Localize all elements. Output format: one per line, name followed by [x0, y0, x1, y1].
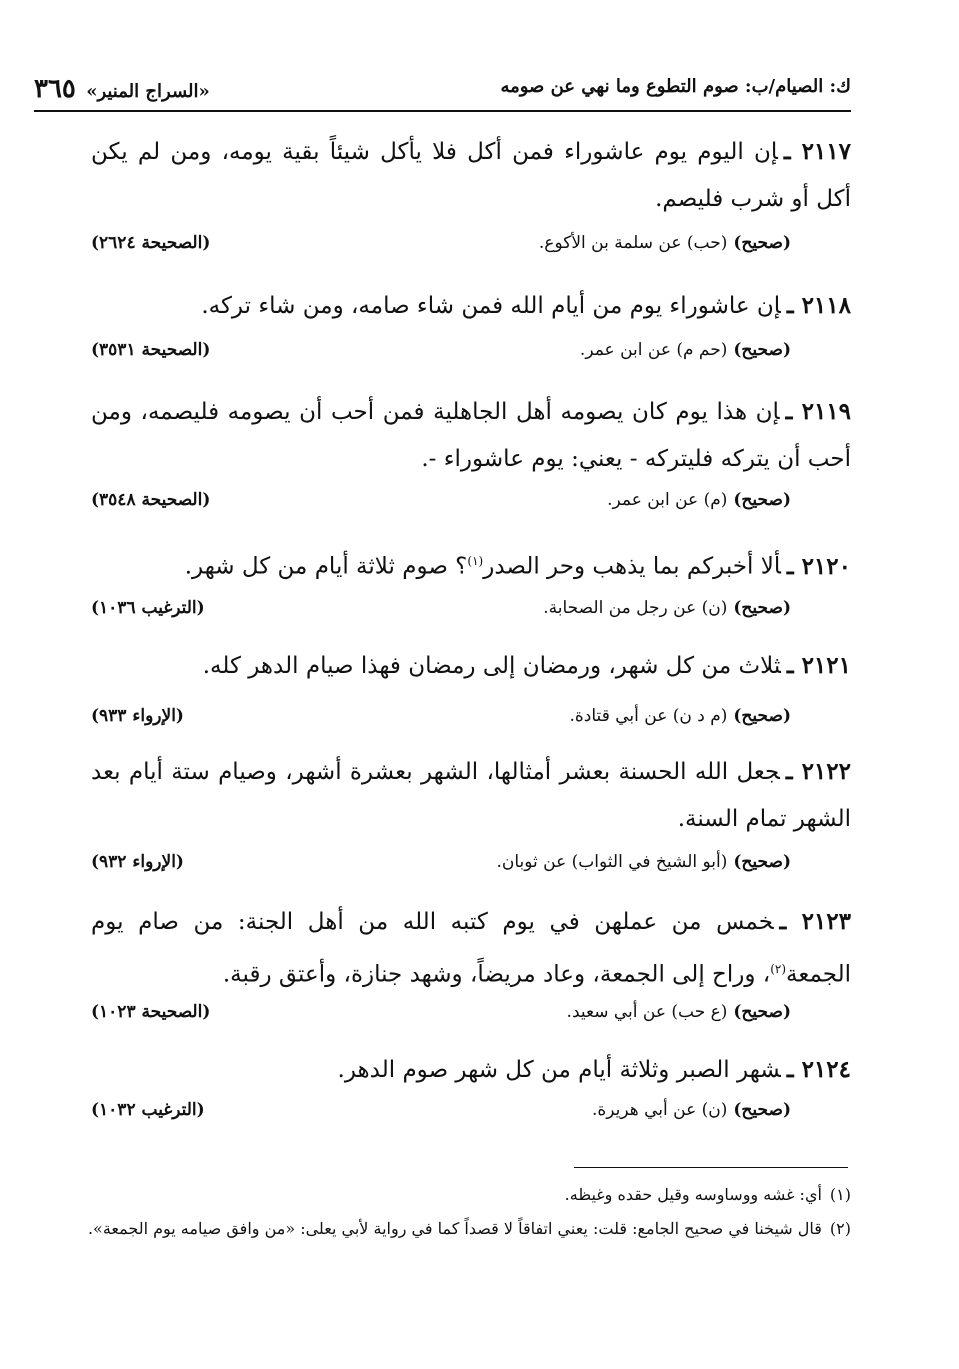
hadith-text — [91, 128, 851, 223]
hadith-text — [91, 642, 851, 690]
hadith-grade: (صحيح) — [733, 490, 791, 510]
hadith-source-text: (ن) عن أبي هريرة. — [591, 1100, 728, 1120]
hadith-entry — [91, 748, 851, 843]
hadith-source-text: (أبو الشيخ في الثواب) عن ثوبان. — [496, 852, 728, 872]
hadith-body: جعل الله الحسنة بعشر أمثالها، الشهر بعشرة أشهر، وصيام ستة أيام بعد الشهر تمام السنة. — [91, 759, 851, 832]
hadith-source — [580, 340, 791, 360]
header-rule — [34, 110, 851, 112]
hadith-grade: (صحيح) — [733, 852, 791, 872]
footnote — [81, 1214, 851, 1244]
hadith-entry — [91, 538, 851, 591]
hadith-source-text: (حم م) عن ابن عمر. — [579, 340, 728, 360]
hadith-number: ٢١١٩ ـ — [785, 398, 852, 425]
hadith-number: ٢١٢١ ـ — [786, 652, 851, 679]
hadith-number: ٢١٢٤ ـ — [786, 1056, 851, 1083]
hadith-body: شهر الصبر وثلاثة أيام من كل شهر صوم الدهر. — [337, 1057, 781, 1083]
hadith-text — [91, 1046, 851, 1094]
hadith-text — [91, 898, 851, 999]
chapter-title: ك: الصيام/ب: صوم التطوع وما نهي عن صومه — [500, 76, 851, 97]
hadith-reference: (الصحيحة ٢٦٢٤) — [91, 233, 211, 253]
hadith-source — [496, 852, 791, 872]
hadith-entry — [91, 642, 851, 690]
hadith-entry — [91, 128, 851, 223]
hadith-body-continued: ، وراح إلى الجمعة، وعاد مريضاً، وشهد جنازة، وأعتق رقبة. — [222, 961, 771, 988]
hadith-grade: (صحيح) — [733, 598, 791, 618]
footnote — [81, 1180, 851, 1210]
hadith-body: ألا أخبركم بما يذهب وحر الصدر — [483, 553, 781, 580]
hadith-source — [567, 1002, 791, 1022]
hadith-entry — [91, 898, 851, 999]
footnote-marker[interactable]: (٢) — [770, 962, 787, 976]
hadith-body: ثلاث من كل شهر، ورمضان إلى رمضان فهذا صيام الدهر كله. — [202, 653, 781, 679]
hadith-source-text: (ع حب) عن أبي سعيد. — [566, 1002, 728, 1022]
hadith-body: إن اليوم يوم عاشوراء فمن أكل فلا يأكل شيئاً بقية يومه، ومن لم يكن أكل أو شرب فليصم. — [91, 139, 851, 212]
hadith-source-text: (ن) عن رجل من الصحابة. — [543, 598, 728, 618]
hadith-body: إن عاشوراء يوم من أيام الله فمن شاء صامه، ومن شاء تركه. — [201, 293, 781, 319]
hadith-reference: (الإرواء ٩٣٢) — [91, 852, 184, 872]
footnote-marker[interactable]: (١) — [467, 554, 484, 568]
hadith-grade: (صحيح) — [733, 1002, 791, 1022]
hadith-source — [539, 233, 791, 253]
hadith-text — [91, 538, 851, 591]
hadith-text — [91, 282, 851, 330]
hadith-body: خمس من عملهن في يوم كتبه الله من أهل الجنة: من صام يوم الجمعة — [91, 909, 851, 988]
hadith-reference: (الصحيحة ٣٥٤٨) — [91, 490, 211, 510]
hadith-grade: (صحيح) — [733, 706, 791, 726]
hadith-source — [570, 706, 792, 726]
running-header — [34, 68, 851, 112]
hadith-text — [91, 388, 851, 483]
hadith-source-text: (م) عن ابن عمر. — [607, 490, 728, 510]
footnote-text: قال شيخنا في صحيح الجامع: قلت: يعني اتفاقاً لا قصداً كما في رواية لأبي يعلى: «من وافق صيامه يوم الجمعة». — [87, 1219, 822, 1238]
hadith-reference: (الترغيب ١٠٣٢) — [91, 1100, 205, 1120]
hadith-reference: (الترغيب ١٠٣٦) — [91, 598, 205, 618]
footnote-text: أي: غشه ووساوسه وقيل حقده وغيظه. — [564, 1185, 822, 1204]
hadith-number: ٢١٢٢ ـ — [785, 758, 851, 785]
hadith-grade: (صحيح) — [733, 233, 791, 253]
hadith-source — [607, 490, 791, 510]
hadith-reference: (الإرواء ٩٣٣) — [91, 706, 184, 726]
hadith-text — [91, 748, 851, 843]
footnote-number: (٢) — [829, 1219, 851, 1238]
hadith-body: إن هذا يوم كان يصومه أهل الجاهلية فمن أحب أن يصومه فليصمه، ومن أحب أن يتركه فليتركه - يعني: يوم عاشوراء -. — [91, 399, 851, 472]
hadith-entry — [91, 282, 851, 330]
hadith-source-text: (م د ن) عن أبي قتادة. — [569, 706, 728, 726]
hadith-number: ٢١٢٠ ـ — [786, 552, 851, 580]
footnote-number: (١) — [829, 1185, 851, 1204]
hadith-grade: (صحيح) — [733, 1100, 791, 1120]
hadith-source-text: (حب) عن سلمة بن الأكوع. — [538, 233, 728, 253]
page-number: ٣٦٥ — [34, 74, 76, 104]
hadith-number: ٢١١٧ ـ — [783, 138, 851, 165]
hadith-number: ٢١٢٣ ـ — [779, 908, 851, 935]
hadith-grade: (صحيح) — [733, 340, 791, 360]
hadith-entry — [91, 1046, 851, 1094]
hadith-reference: (الصحيحة ١٠٢٣) — [91, 1002, 211, 1022]
hadith-number: ٢١١٨ ـ — [786, 292, 851, 319]
hadith-source — [543, 598, 791, 618]
hadith-body-continued: ؟ صوم ثلاثة أيام من كل شهر. — [184, 553, 468, 580]
hadith-source — [592, 1100, 791, 1120]
hadith-entry — [91, 388, 851, 483]
book-title: «السراج المنير» — [86, 81, 210, 102]
book-title-and-page — [34, 74, 210, 104]
footnote-rule — [574, 1167, 848, 1168]
hadith-reference: (الصحيحة ٣٥٣١) — [91, 340, 211, 360]
